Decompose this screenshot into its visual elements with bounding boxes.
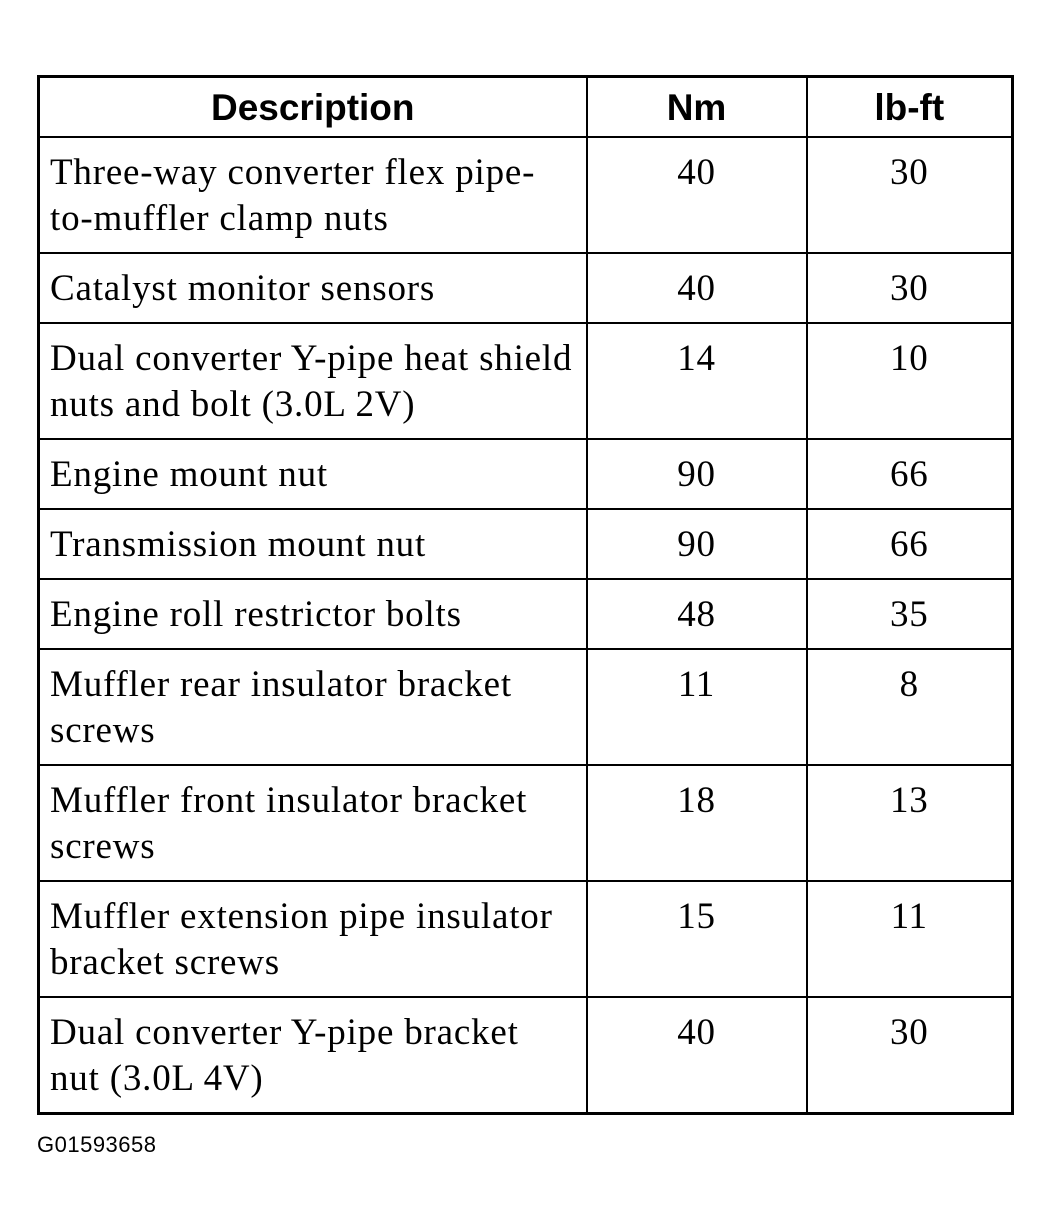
row-nm: 40 xyxy=(587,997,807,1114)
row-nm: 11 xyxy=(587,649,807,765)
row-nm: 14 xyxy=(587,323,807,439)
header-row xyxy=(39,77,1013,138)
row-description: Muffler extension pipe insulator bracket screws xyxy=(39,881,587,997)
row-description: Engine mount nut xyxy=(39,439,587,509)
table-row xyxy=(39,253,1013,323)
row-nm: 90 xyxy=(587,509,807,579)
row-nm: 18 xyxy=(587,765,807,881)
table-row xyxy=(39,137,1013,253)
table-row xyxy=(39,579,1013,649)
row-description: Three-way converter flex pipe-to-muffler clamp nuts xyxy=(39,137,587,253)
table-row xyxy=(39,997,1013,1114)
row-lbft: 66 xyxy=(807,439,1013,509)
row-nm: 90 xyxy=(587,439,807,509)
row-nm: 15 xyxy=(587,881,807,997)
table-row xyxy=(39,439,1013,509)
header-nm: Nm xyxy=(587,77,807,138)
row-lbft: 35 xyxy=(807,579,1013,649)
table-row xyxy=(39,323,1013,439)
row-description: Catalyst monitor sensors xyxy=(39,253,587,323)
row-lbft: 8 xyxy=(807,649,1013,765)
table-row xyxy=(39,881,1013,997)
figure-id-label: G01593658 xyxy=(37,1132,157,1157)
row-description: Dual converter Y-pipe bracket nut (3.0L 4V) xyxy=(39,997,587,1114)
row-description: Muffler rear insulator bracket screws xyxy=(39,649,587,765)
header-description: Description xyxy=(39,77,587,138)
table-row xyxy=(39,765,1013,881)
row-lbft: 30 xyxy=(807,997,1013,1114)
row-description: Engine roll restrictor bolts xyxy=(39,579,587,649)
row-description: Transmission mount nut xyxy=(39,509,587,579)
row-lbft: 30 xyxy=(807,253,1013,323)
row-lbft: 11 xyxy=(807,881,1013,997)
row-nm: 40 xyxy=(587,253,807,323)
row-nm: 40 xyxy=(587,137,807,253)
row-lbft: 30 xyxy=(807,137,1013,253)
header-lbft: lb-ft xyxy=(807,77,1013,138)
row-lbft: 13 xyxy=(807,765,1013,881)
torque-spec-table xyxy=(37,75,1014,1115)
row-nm: 48 xyxy=(587,579,807,649)
row-description: Dual converter Y-pipe heat shield nuts and bolt (3.0L 2V) xyxy=(39,323,587,439)
row-lbft: 10 xyxy=(807,323,1013,439)
table-row xyxy=(39,509,1013,579)
row-description: Muffler front insulator bracket screws xyxy=(39,765,587,881)
table-row xyxy=(39,649,1013,765)
row-lbft: 66 xyxy=(807,509,1013,579)
